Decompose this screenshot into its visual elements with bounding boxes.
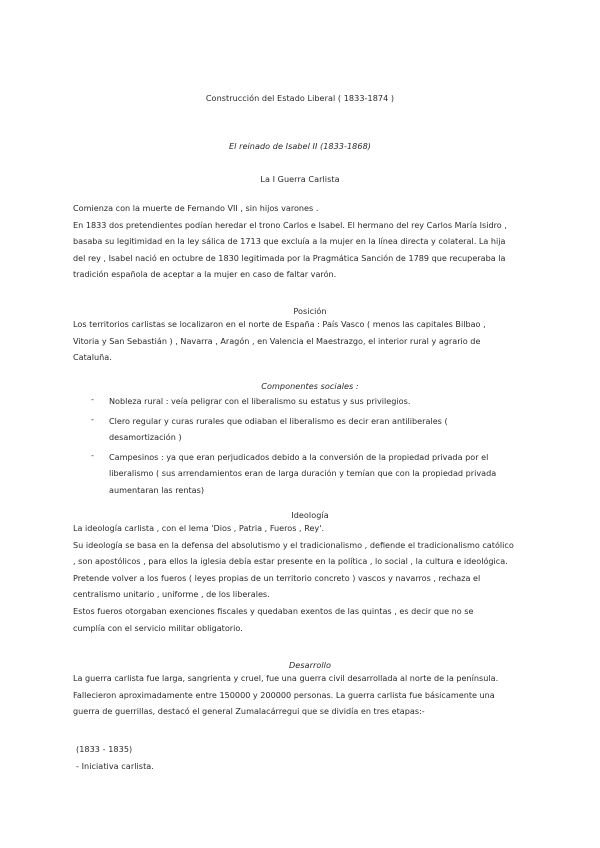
paragraph-line: basaba su legitimidad en la ley sálica de 1713 que excluía a la mujer en la línea directa y colateral. La hija (73, 236, 506, 247)
paragraph-line: Fallecieron aproximadamente entre 150000 y 200000 personas. La guerra carlista fue básicamente una (73, 689, 495, 700)
paragraph-line: guerra de guerrillas, destacó el general Zumalacárregui que se dividía en tres etapas:- (73, 706, 425, 717)
section-heading-guerra-carlista: La I Guerra Carlista (260, 174, 340, 184)
paragraph-line: La ideología carlista , con el lema 'Dios , Patria , Fueros , Rey'. (73, 523, 325, 533)
etapa-item: - Iniciativa carlista. (76, 761, 154, 771)
intro-paragraph (73, 200, 543, 283)
bullet-line: liberalismo ( sus arrendamientos eran de larga duración y temían que con la propiedad privada (109, 468, 497, 479)
bullet-marker: - (91, 414, 94, 424)
document-subtitle: El reinado de Isabel II (1833-1868) (229, 141, 371, 151)
paragraph-line: Vitoria y San Sebastián ) , Navarra , Aragón , en Valencia el Maestrazgo, el interior rural y agrario de (73, 335, 481, 346)
posicion-paragraph (73, 316, 543, 366)
paragraph-line: Su ideología se basa en la defensa del absolutismo y el tradicionalismo , defiende el tradicionalismo católico (73, 539, 514, 550)
paragraph-line: Los territorios carlistas se localizaron en el norte de España : País Vasco ( menos las capitales Bilbao , (73, 319, 486, 329)
paragraph-line: Comienza con la muerte de Fernando VII , sin hijos varones . (73, 203, 319, 213)
bullet-line: Campesinos : ya que eran perjudicados debido a la conversión de la propiedad privada por el (109, 452, 489, 462)
paragraph-line: tradición española de aceptar a la mujer en caso de faltar varón. (73, 269, 337, 280)
paragraph-line: En 1833 dos pretendientes podían heredar el trono Carlos e Isabel. El hermano del rey Carlos María Isidro , (73, 219, 507, 230)
section-heading-desarrollo: Desarrollo (289, 660, 331, 670)
paragraph-line: centralismo unitario , uniforme , de los liberales. (73, 589, 270, 600)
paragraph-line: Cataluña. (73, 352, 112, 363)
desarrollo-paragraph (73, 670, 543, 720)
section-heading-posicion: Posición (293, 306, 327, 316)
paragraph-line: cumplía con el servicio militar obligatorio. (73, 622, 243, 633)
document-title: Construcción del Estado Liberal ( 1833-1874 ) (205, 93, 395, 103)
ideologia-paragraph (73, 520, 543, 636)
bullet-line: Clero regular y curas rurales que odiaban el liberalismo es decir eran antiliberales ( (109, 416, 448, 426)
bullet-line: Nobleza rural : veía peligrar con el liberalismo su estatus y sus privilegios. (109, 396, 411, 406)
bullet-marker: - (91, 394, 94, 404)
bullet-marker: - (91, 450, 94, 460)
paragraph-line: Estos fueros otorgaban exenciones fiscales y quedaban exentos de las quintas , es decir que no se (73, 605, 474, 616)
etapa-dates: (1833 - 1835) (76, 744, 133, 754)
bullet-line: desamortización ) (109, 432, 182, 443)
paragraph-line: Pretende volver a los fueros ( leyes propias de un territorio concreto ) vascos y navarros , rechaza el (73, 572, 481, 583)
paragraph-line: , son apostólicos , para ellos la iglesia debía estar presente en la política , lo social , la cultura e ideológica. (73, 556, 508, 567)
bullet-line: aumentaran las rentas) (109, 484, 204, 495)
section-heading-componentes: Componentes sociales : (261, 381, 359, 391)
section-heading-ideologia: Ideología (291, 510, 329, 520)
paragraph-line: La guerra carlista fue larga, sangrienta y cruel, fue una guerra civil desarrollada al norte de la península. (73, 673, 499, 683)
paragraph-line: del rey , Isabel nació en octubre de 1830 legitimada por la Pragmática Sanción de 1789 que recuperaba la (73, 252, 506, 263)
